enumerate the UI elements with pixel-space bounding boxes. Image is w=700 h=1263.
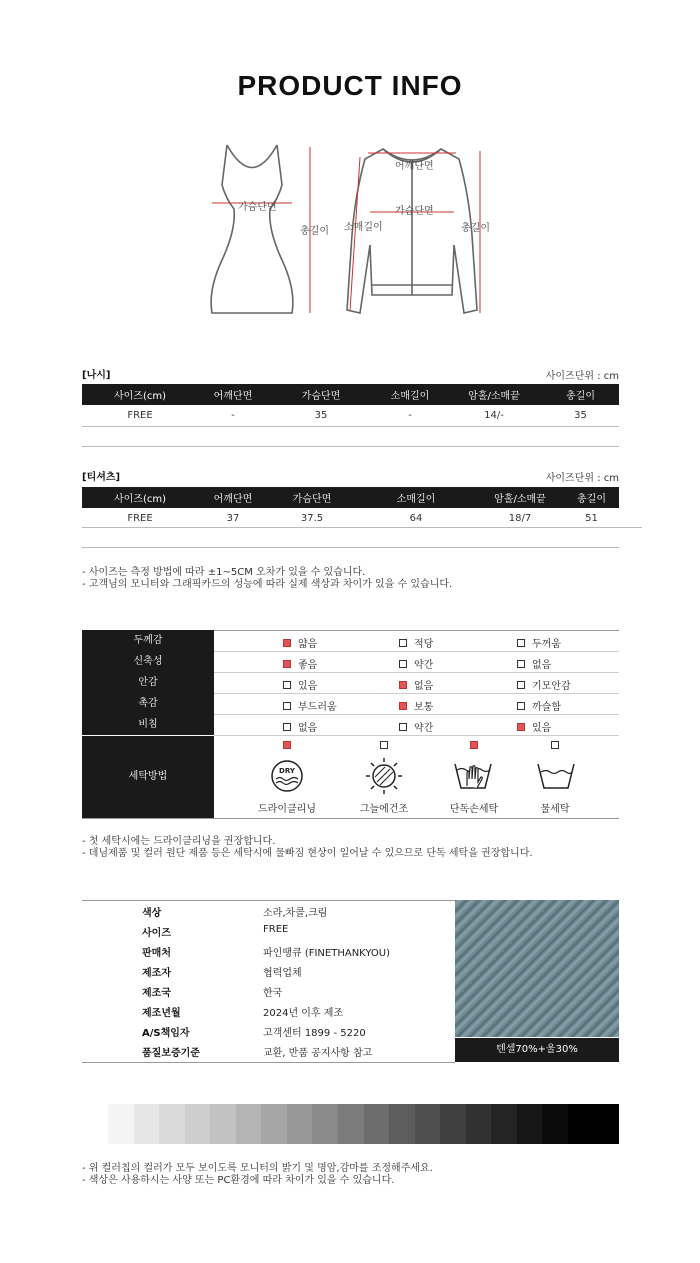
fabric-option-label: 기모안감 bbox=[532, 681, 571, 692]
wash-label: 물세탁 bbox=[540, 804, 570, 815]
wash-label: 드라이클리닝 bbox=[258, 804, 316, 815]
fabric-option[interactable] bbox=[283, 719, 317, 734]
fabric-label: 신축성 bbox=[133, 656, 163, 667]
divider bbox=[82, 527, 642, 528]
divider bbox=[82, 426, 619, 427]
table-cell: FREE bbox=[127, 512, 153, 524]
divider bbox=[82, 818, 619, 819]
washing-label: 세탁방법 bbox=[128, 771, 168, 782]
info-value: 고객센터 1899 - 5220 bbox=[263, 1028, 366, 1039]
table-header-row bbox=[82, 384, 619, 405]
gray-chip bbox=[593, 1104, 619, 1144]
fabric-option-label: 없음 bbox=[298, 723, 318, 734]
gray-chip bbox=[134, 1104, 160, 1144]
fabric-option[interactable] bbox=[517, 719, 551, 734]
info-value: 협력업체 bbox=[263, 968, 302, 979]
fabric-option-label: 약간 bbox=[414, 660, 434, 671]
fabric-option-checkbox[interactable] bbox=[517, 639, 525, 647]
fabric-label: 촉감 bbox=[138, 698, 158, 709]
fabric-option-checkbox[interactable] bbox=[283, 702, 291, 710]
fabric-label-cell bbox=[82, 693, 214, 714]
wash-note: - 첫 세탁시에는 드라이클리닝을 권장합니다. bbox=[82, 836, 276, 847]
tank-length-label: 총길이 bbox=[300, 226, 329, 237]
shade-dry-icon bbox=[364, 756, 404, 796]
fabric-option-label: 약간 bbox=[414, 723, 434, 734]
fabric-option-label: 없음 bbox=[414, 681, 434, 692]
fabric-option[interactable] bbox=[399, 635, 433, 650]
table-cell: 35 bbox=[314, 409, 328, 421]
fabric-option-checkbox[interactable] bbox=[399, 681, 407, 689]
fabric-option-label: 있음 bbox=[532, 723, 552, 734]
table-header: 가슴단면 bbox=[268, 384, 374, 405]
gray-chip bbox=[108, 1104, 134, 1144]
fabric-option[interactable] bbox=[517, 698, 561, 713]
gray-chip bbox=[159, 1104, 185, 1144]
divider bbox=[214, 693, 619, 694]
fabric-option-checkbox[interactable] bbox=[283, 681, 291, 689]
gray-chip bbox=[491, 1104, 517, 1144]
dry-clean-icon-text: DRY bbox=[279, 767, 295, 775]
fabric-option[interactable] bbox=[517, 677, 571, 692]
info-key: 색상 bbox=[142, 908, 162, 919]
gray-chip bbox=[287, 1104, 313, 1144]
fabric-option[interactable] bbox=[399, 719, 433, 734]
gray-chip bbox=[542, 1104, 568, 1144]
divider bbox=[214, 672, 619, 673]
fabric-option[interactable] bbox=[283, 698, 337, 713]
gray-chip bbox=[440, 1104, 466, 1144]
cardigan-length-label: 총길이 bbox=[461, 223, 490, 234]
cardigan-chest-label: 가슴단면 bbox=[395, 206, 434, 217]
info-value: 소라,차콜,크림 bbox=[263, 908, 328, 919]
table-cell: 37 bbox=[226, 512, 240, 524]
gray-chip bbox=[568, 1104, 594, 1144]
wash-shade-checkbox[interactable] bbox=[380, 741, 388, 749]
table-header: 소매길이 bbox=[356, 487, 476, 508]
divider bbox=[82, 1062, 455, 1063]
gray-chip bbox=[210, 1104, 236, 1144]
info-key: 제조국 bbox=[142, 988, 171, 999]
gray-chip bbox=[415, 1104, 441, 1144]
fabric-label-cell bbox=[82, 630, 214, 651]
divider bbox=[82, 547, 619, 548]
fabric-option[interactable] bbox=[399, 677, 433, 692]
tank-top-drawing bbox=[211, 145, 293, 313]
table-header: 어깨단면 bbox=[198, 487, 268, 508]
table-cell: 37.5 bbox=[300, 512, 324, 524]
material-bar bbox=[455, 1038, 619, 1062]
fabric-option-label: 적당 bbox=[414, 639, 434, 650]
info-value: 2024년 이후 제조 bbox=[263, 1008, 344, 1019]
info-value: 한국 bbox=[263, 988, 283, 999]
table-cell: - bbox=[231, 409, 235, 421]
tank-size-unit: 사이즈단위 : cm bbox=[545, 371, 619, 382]
wash-dry-checkbox[interactable] bbox=[283, 741, 291, 749]
fabric-label: 비침 bbox=[138, 719, 158, 730]
fabric-label-cell bbox=[82, 672, 214, 693]
gray-chip bbox=[364, 1104, 390, 1144]
fabric-label: 두께감 bbox=[133, 635, 163, 646]
table-header: 암홀/소매끝 bbox=[446, 384, 542, 405]
fabric-option[interactable] bbox=[517, 635, 561, 650]
size-note: - 사이즈는 측정 방법에 따라 ±1~5CM 오차가 있을 수 있습니다. bbox=[82, 567, 366, 578]
fabric-option-checkbox[interactable] bbox=[399, 723, 407, 731]
table-header-row bbox=[82, 487, 619, 508]
table-cell: 35 bbox=[574, 409, 587, 421]
table-row bbox=[82, 405, 619, 425]
divider bbox=[214, 714, 619, 715]
fabric-option-checkbox[interactable] bbox=[517, 681, 525, 689]
cardigan-sleeve-label: 소매길이 bbox=[344, 222, 383, 233]
material-label: 텐셀70%+울30% bbox=[496, 1044, 578, 1055]
fabric-option-checkbox[interactable] bbox=[283, 723, 291, 731]
fabric-option-checkbox[interactable] bbox=[399, 660, 407, 668]
table-header: 암홀/소매끝 bbox=[476, 487, 564, 508]
info-key: A/S책임자 bbox=[142, 1028, 190, 1039]
fabric-label: 안감 bbox=[138, 677, 158, 688]
table-header: 사이즈(cm) bbox=[82, 487, 198, 508]
info-key: 품질보증기준 bbox=[142, 1048, 200, 1059]
info-key: 판매처 bbox=[142, 948, 171, 959]
fabric-option[interactable] bbox=[283, 656, 317, 671]
dry-clean-icon bbox=[268, 758, 306, 794]
tshirt-table-title: [티셔츠] bbox=[82, 472, 121, 483]
info-value: 교환, 반품 공지사항 참고 bbox=[263, 1048, 373, 1059]
size-note: - 고객님의 모니터와 그래픽카드의 성능에 따라 실제 색상과 차이가 있을 수 있습니다. bbox=[82, 579, 453, 590]
color-note: - 위 컬러칩의 컬러가 모두 보이도록 모니터의 밝기 및 명암,감마를 조정해주세요. bbox=[82, 1163, 433, 1174]
table-header: 소매길이 bbox=[374, 384, 446, 405]
cardigan-shoulder-label: 어깨단면 bbox=[395, 161, 434, 172]
fabric-option-checkbox[interactable] bbox=[283, 639, 291, 647]
gray-chip bbox=[466, 1104, 492, 1144]
fabric-label-cell bbox=[82, 651, 214, 672]
fabric-option[interactable] bbox=[283, 635, 317, 650]
info-key: 사이즈 bbox=[142, 928, 171, 939]
fabric-option-label: 좋음 bbox=[298, 660, 318, 671]
wash-water-checkbox[interactable] bbox=[551, 741, 559, 749]
fabric-option-label: 얇음 bbox=[298, 639, 318, 650]
fabric-option-label: 두꺼움 bbox=[532, 639, 561, 650]
info-value: 파인땡큐 (FINETHANKYOU) bbox=[263, 948, 391, 959]
color-note: - 색상은 사용하시는 사양 또는 PC환경에 따라 차이가 있을 수 있습니다. bbox=[82, 1175, 395, 1186]
table-row bbox=[82, 508, 619, 528]
fabric-option-label: 까슬함 bbox=[532, 702, 561, 713]
tank-size-table bbox=[82, 384, 619, 425]
fabric-option[interactable] bbox=[517, 656, 551, 671]
tank-chest-label: 가슴단면 bbox=[238, 202, 277, 213]
info-value: FREE bbox=[263, 924, 289, 935]
gray-chip bbox=[517, 1104, 543, 1144]
fabric-option-label: 부드러움 bbox=[298, 702, 337, 713]
table-header: 가슴단면 bbox=[268, 487, 356, 508]
table-cell: 14/- bbox=[484, 409, 504, 421]
wash-label: 단독손세탁 bbox=[449, 804, 499, 815]
fabric-option-label: 있음 bbox=[298, 681, 318, 692]
table-cell: FREE bbox=[127, 409, 153, 421]
page-title: PRODUCT INFO bbox=[237, 70, 463, 101]
gray-chip bbox=[236, 1104, 262, 1144]
gray-chip bbox=[261, 1104, 287, 1144]
wash-hand-checkbox[interactable] bbox=[470, 741, 478, 749]
fabric-label-cell bbox=[82, 714, 214, 735]
fabric-swatch-image bbox=[455, 900, 619, 1037]
table-header: 어깨단면 bbox=[198, 384, 268, 405]
water-wash-icon bbox=[535, 758, 577, 794]
gray-chip bbox=[185, 1104, 211, 1144]
fabric-option-checkbox[interactable] bbox=[517, 702, 525, 710]
fabric-option[interactable] bbox=[399, 656, 433, 671]
fabric-option-label: 없음 bbox=[532, 660, 552, 671]
table-header: 총길이 bbox=[542, 384, 619, 405]
wash-label: 그늘에건조 bbox=[359, 804, 409, 815]
table-header: 사이즈(cm) bbox=[82, 384, 198, 405]
tshirt-size-table bbox=[82, 487, 619, 528]
fabric-option-checkbox[interactable] bbox=[283, 660, 291, 668]
divider bbox=[214, 651, 619, 652]
gray-chip bbox=[338, 1104, 364, 1144]
tshirt-size-unit: 사이즈단위 : cm bbox=[545, 473, 619, 484]
gray-chip bbox=[389, 1104, 415, 1144]
fabric-option-checkbox[interactable] bbox=[399, 639, 407, 647]
fabric-option-label: 보통 bbox=[414, 702, 434, 713]
fabric-option-checkbox[interactable] bbox=[517, 660, 525, 668]
table-header: 총길이 bbox=[564, 487, 619, 508]
divider bbox=[82, 446, 619, 447]
table-cell: - bbox=[408, 409, 412, 421]
hand-wash-icon bbox=[452, 758, 494, 794]
table-cell: 51 bbox=[585, 512, 598, 524]
tank-table-title: [나시] bbox=[82, 370, 111, 381]
info-key: 제조자 bbox=[142, 968, 171, 979]
table-cell: 64 bbox=[409, 512, 423, 524]
fabric-option-checkbox[interactable] bbox=[517, 723, 525, 731]
fabric-option[interactable] bbox=[283, 677, 317, 692]
washing-label-cell bbox=[82, 736, 214, 818]
fabric-option-checkbox[interactable] bbox=[399, 702, 407, 710]
table-cell: 18/7 bbox=[508, 512, 532, 524]
gray-chip bbox=[312, 1104, 338, 1144]
info-key: 제조년월 bbox=[142, 1008, 181, 1019]
divider bbox=[214, 735, 619, 736]
fabric-option[interactable] bbox=[399, 698, 433, 713]
wash-note: - 데님제품 및 컬러 원단 제품 등은 세탁시에 물빠짐 현상이 일어날 수 있으므로 단독 세탁을 권장합니다. bbox=[82, 848, 533, 859]
